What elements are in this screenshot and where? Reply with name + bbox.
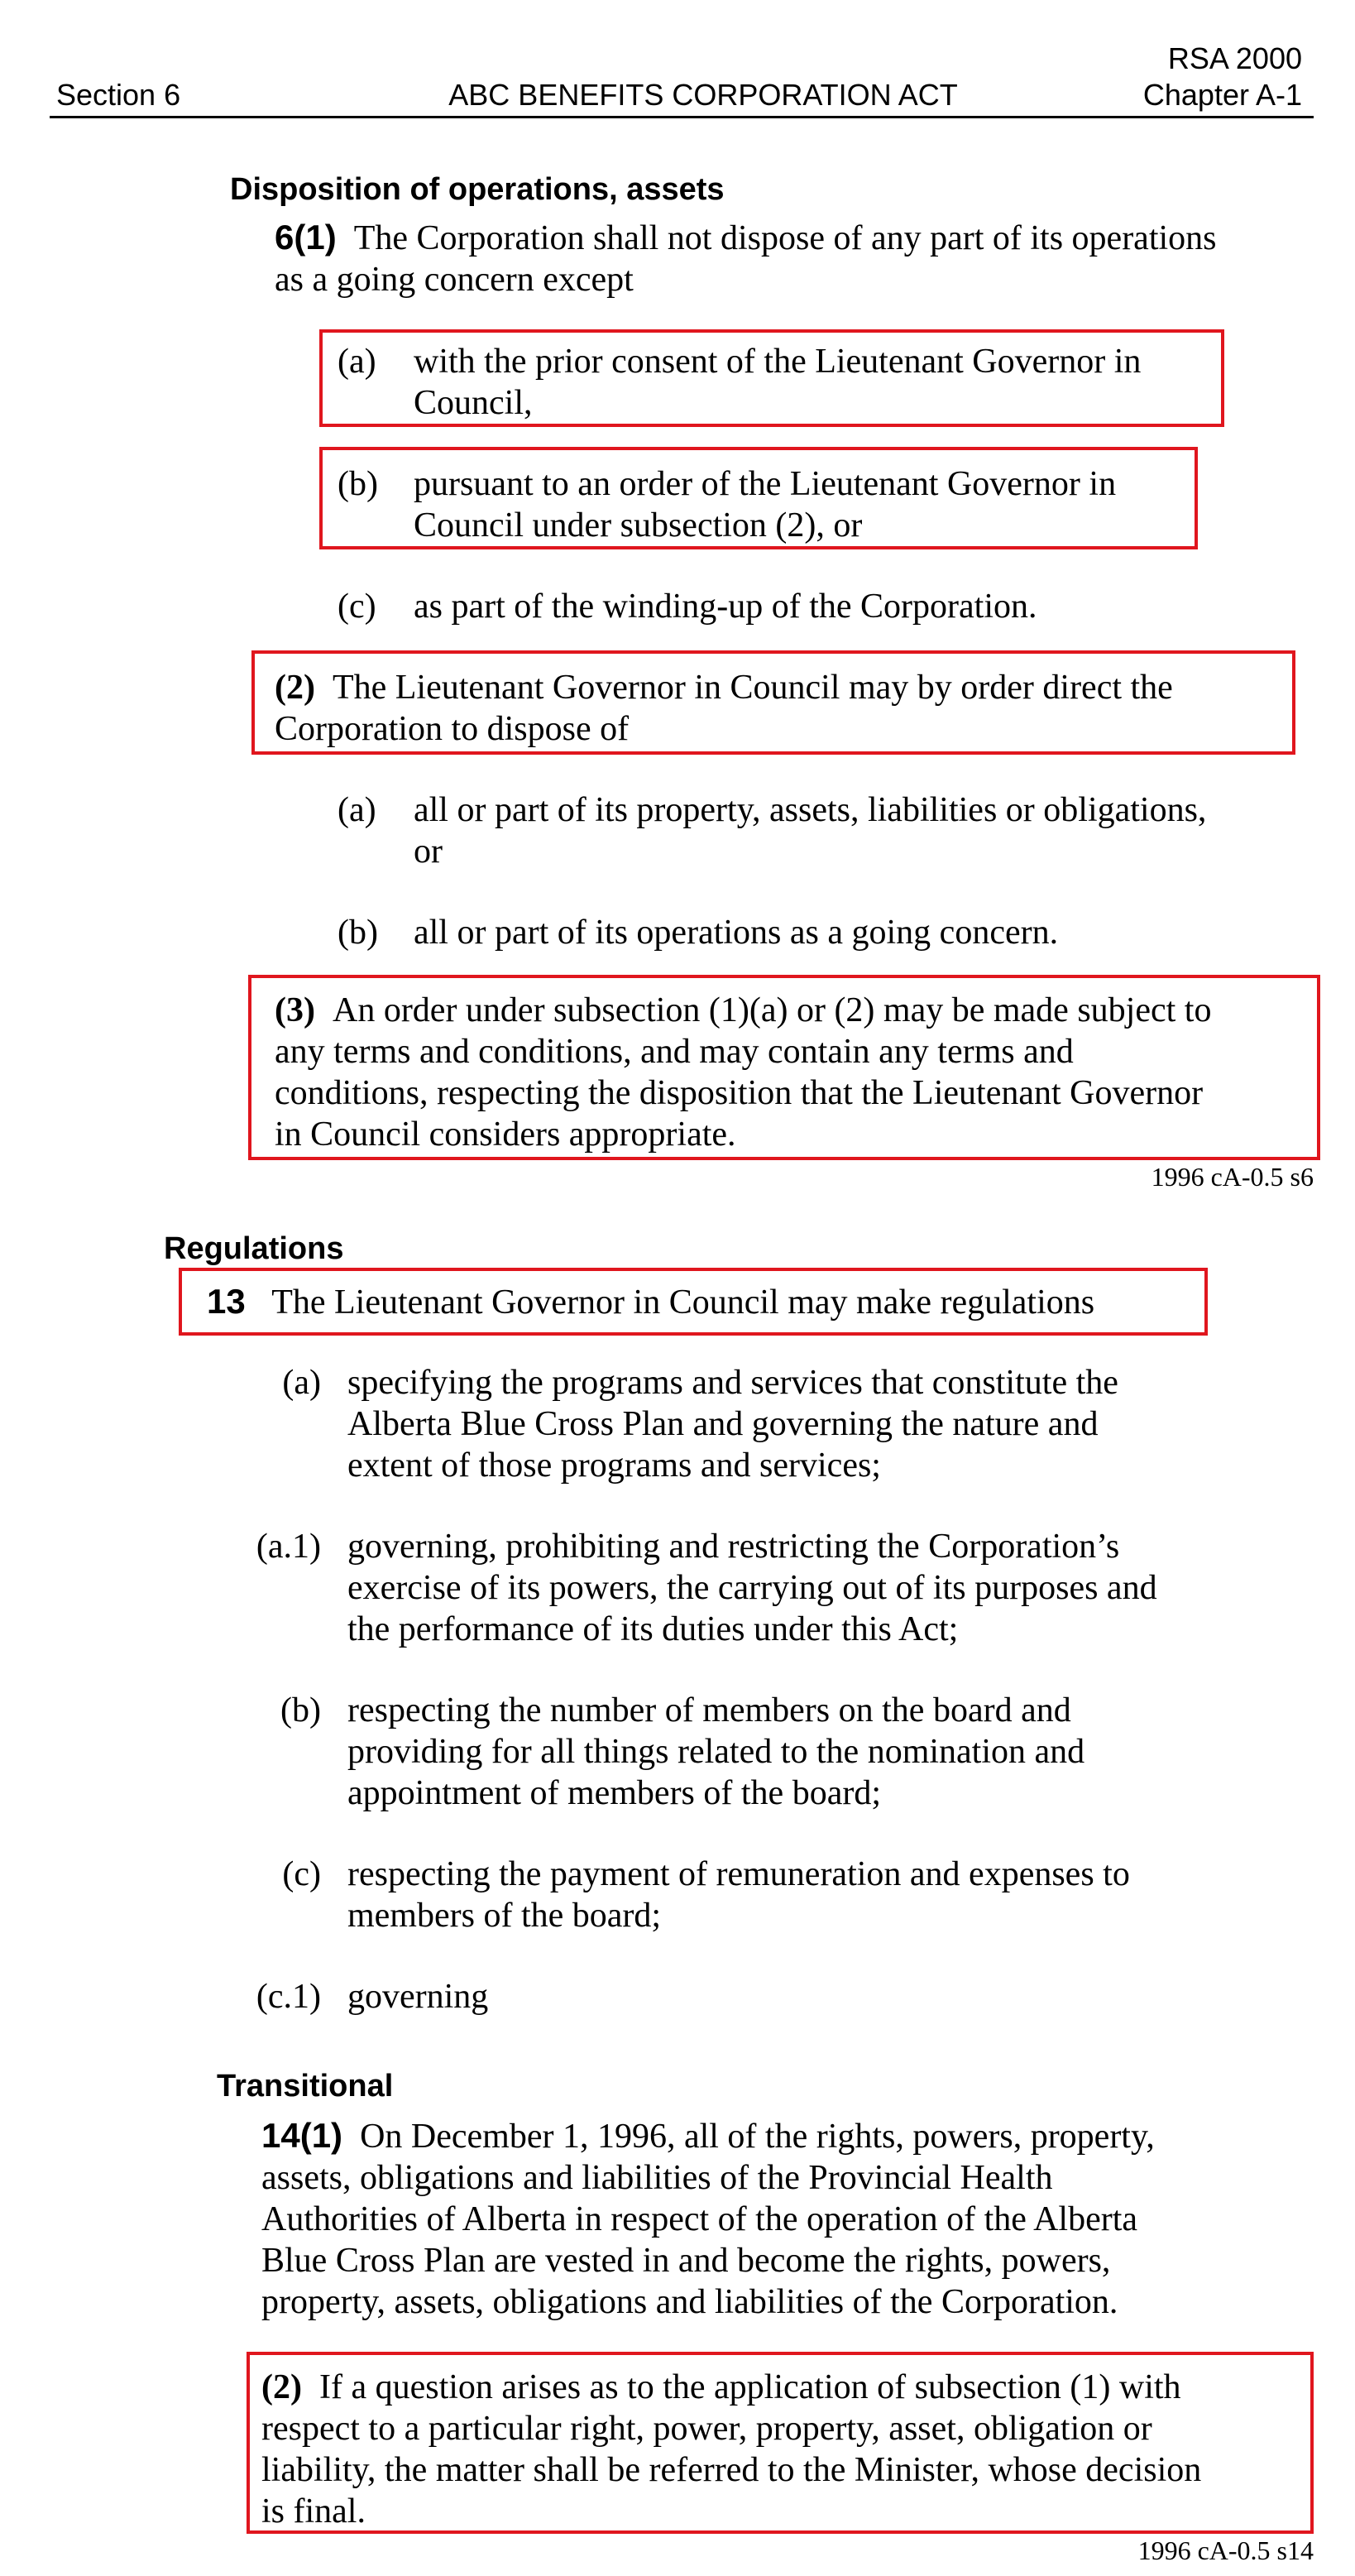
section-6-3-number: (3) <box>275 991 315 1029</box>
clause-line: with the prior consent of the Lieutenant Governor in <box>414 343 1142 381</box>
clause-6-2-b <box>338 912 1330 953</box>
highlight-box <box>319 329 1224 427</box>
clause-line: providing for all things related to the nomination and <box>347 1733 1085 1771</box>
clause-line: all or part of its operations as a going concern. <box>414 914 1059 952</box>
clause-label: (b) <box>338 465 378 503</box>
clause-label: (a) <box>338 791 376 829</box>
section-6-1-number: 6(1) <box>275 218 337 257</box>
section-6-1-line1: The Corporation shall not dispose of any part of its operations <box>353 219 1217 257</box>
clause-label: (a.1) <box>256 1528 321 1566</box>
section-14-1-line: Authorities of Alberta in respect of the operation of the Alberta <box>261 2200 1138 2238</box>
section-6-3-line2: any terms and conditions, and may contain any terms and <box>275 1033 1074 1071</box>
section-14-1-line: On December 1, 1996, all of the rights, powers, property, <box>360 2118 1155 2156</box>
section-13-number: 13 <box>207 1282 246 1321</box>
clause-line: members of the board; <box>347 1897 662 1935</box>
section-14-1-line: assets, obligations and liabilities of the Provincial Health <box>261 2159 1053 2197</box>
section-6-2-line1: The Lieutenant Governor in Council may by order direct the <box>332 669 1173 707</box>
section-13-heading: Regulations <box>164 1231 344 1266</box>
header-rule <box>50 116 1314 118</box>
clause-13-c <box>243 1854 1319 1936</box>
highlight-box <box>247 2352 1314 2534</box>
clause-line: appointment of members of the board; <box>347 1774 881 1812</box>
clause-13-b <box>243 1690 1319 1814</box>
section-6-3-line1: An order under subsection (1)(a) or (2) may be made subject to <box>332 991 1212 1029</box>
clause-label: (c.1) <box>256 1978 321 2016</box>
section-6-2-line2: Corporation to dispose of <box>275 710 630 748</box>
section-14-2-line: is final. <box>261 2492 366 2530</box>
section-13-intro-text: The Lieutenant Governor in Council may make regulations <box>271 1283 1095 1322</box>
clause-label: (a) <box>282 1364 321 1402</box>
clause-6-2-a <box>338 789 1330 872</box>
highlight-box <box>248 975 1320 1160</box>
clause-line: governing, prohibiting and restricting the Corporation’s <box>347 1528 1120 1566</box>
header-act-title: ABC BENEFITS CORPORATION ACT <box>448 78 958 112</box>
clause-line: specifying the programs and services that constitute the <box>347 1364 1118 1402</box>
clause-line: the performance of its duties under this Act; <box>347 1610 959 1648</box>
clause-label: (c) <box>282 1855 321 1893</box>
section-6-3-line3: conditions, respecting the disposition that the Lieutenant Governor <box>275 1074 1204 1112</box>
history-note-s6: 1996 cA-0.5 s6 <box>1151 1162 1314 1192</box>
section-6-3-line4: in Council considers appropriate. <box>275 1115 736 1154</box>
clause-line: governing <box>347 1978 489 2016</box>
clause-label: (b) <box>280 1691 321 1729</box>
history-note-s14: 1996 cA-0.5 s14 <box>1137 2535 1314 2565</box>
clause-line: respecting the number of members on the board and <box>347 1691 1071 1729</box>
section-6-heading: Disposition of operations, assets <box>230 172 725 207</box>
clause-line: Council, <box>414 384 533 422</box>
clause-line: extent of those programs and services; <box>347 1446 881 1485</box>
section-14-2-line: respect to a particular right, power, property, asset, obligation or <box>261 2410 1152 2448</box>
clause-13-a <box>243 1362 1319 1486</box>
highlight-box <box>319 447 1198 549</box>
section-14-heading: Transitional <box>217 2069 394 2103</box>
clause-line: Council under subsection (2), or <box>414 506 863 544</box>
section-6-1 <box>275 217 1333 300</box>
clause-label: (c) <box>338 588 376 626</box>
section-14-2-line: liability, the matter shall be referred to the Minister, whose decision <box>261 2451 1202 2489</box>
header-section: Section 6 <box>56 78 181 112</box>
clause-line: as part of the winding-up of the Corporation. <box>414 588 1037 626</box>
clause-13-c1 <box>243 1976 1319 2017</box>
section-6-1-line2: as a going concern except <box>275 261 634 299</box>
section-14-1 <box>261 2115 1337 2323</box>
clause-6-1-c <box>338 586 1289 627</box>
clause-line: all or part of its property, assets, liabilities or obligations, <box>414 791 1207 829</box>
clause-13-a1 <box>243 1526 1319 1650</box>
header-chapter: Chapter A-1 <box>1142 78 1302 112</box>
clause-label: (a) <box>338 343 376 381</box>
section-14-1-number: 14(1) <box>261 2116 343 2155</box>
clause-line: Alberta Blue Cross Plan and governing the nature and <box>347 1405 1099 1443</box>
highlight-box <box>179 1268 1208 1336</box>
header-rsa: RSA 2000 <box>1167 41 1302 75</box>
section-6-2-number: (2) <box>275 669 315 707</box>
section-14-1-line: Blue Cross Plan are vested in and become the rights, powers, <box>261 2242 1111 2280</box>
clause-label: (b) <box>338 914 378 952</box>
section-14-2-line: If a question arises as to the application of subsection (1) with <box>318 2368 1181 2406</box>
highlight-box <box>251 650 1295 755</box>
section-14-2-number: (2) <box>261 2368 302 2406</box>
clause-line: pursuant to an order of the Lieutenant Governor in <box>414 465 1117 503</box>
section-14-1-line: property, assets, obligations and liabilities of the Corporation. <box>261 2283 1118 2321</box>
clause-line: or <box>414 832 443 871</box>
clause-line: exercise of its powers, the carrying out of its purposes and <box>347 1569 1157 1607</box>
clause-line: respecting the payment of remuneration and expenses to <box>347 1855 1130 1893</box>
